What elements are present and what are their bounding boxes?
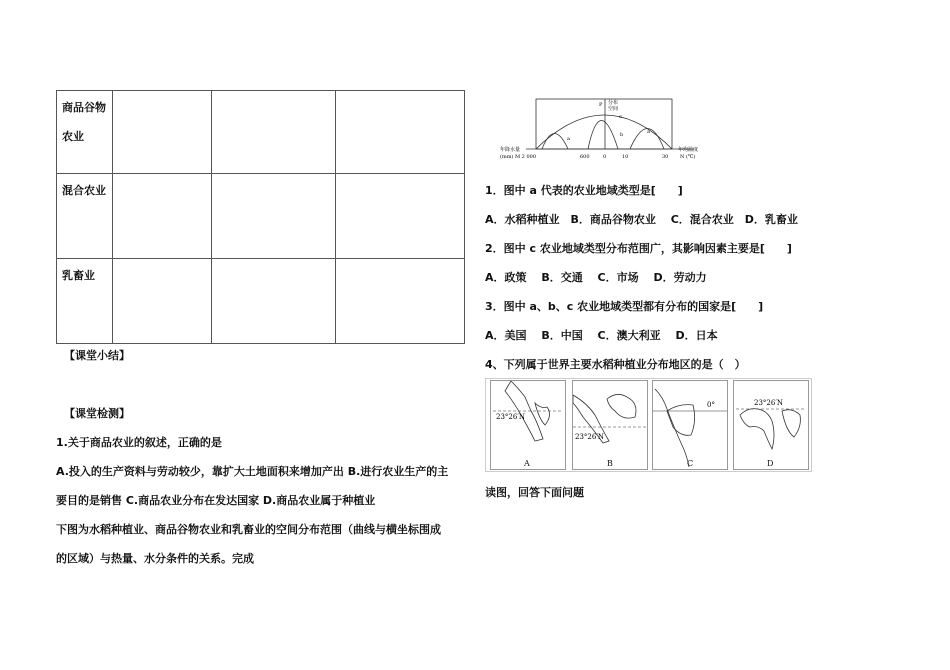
curve-c-label: c — [619, 114, 622, 120]
table-cell — [212, 91, 336, 174]
diagram-frame — [536, 99, 672, 149]
row-label-dairy: 乳畜业 — [57, 259, 113, 344]
table-cell — [336, 91, 465, 174]
right-question-3: 3．图中 a、b、c 农业地域类型都有分布的国家是[ ] — [485, 300, 764, 313]
curve-a — [542, 134, 568, 150]
table-cell — [113, 91, 212, 174]
row-label-mixed-farming: 混合农业 — [57, 174, 113, 259]
map-option-d[interactable] — [733, 380, 809, 470]
tick-label: 0 — [603, 154, 607, 160]
coastline-outline — [535, 403, 550, 425]
question-1-options-cont: 要目的是销售 C.商品农业分布在发达国家 D.商品农业属于种植业 — [56, 494, 376, 507]
table-row — [57, 259, 465, 344]
map-option-c[interactable] — [652, 380, 728, 470]
row-label-commercial-grain — [57, 91, 113, 174]
diagram-intro: 下图为水稻种植业、商品谷物农业和乳畜业的空间分布范围（曲线与横坐标围成 — [56, 523, 441, 536]
right-axis-label: N (℃) — [680, 154, 696, 160]
map-c-label: C — [687, 459, 694, 468]
map-a-label: A — [524, 459, 530, 468]
map-b-label: B — [607, 459, 613, 468]
table-cell — [212, 259, 336, 344]
tick-label: 30 — [662, 154, 669, 160]
tick-label: 600 — [580, 154, 590, 160]
latitude-label: 23°26′N — [575, 433, 605, 441]
question-1: 1.关于商品农业的叙述，正确的是 — [56, 436, 222, 449]
right-question-3-options: A．美国 B．中国 C．澳大利亚 D．日本 — [485, 329, 718, 342]
curve-c — [536, 115, 672, 149]
right-axis-label: 年均温度 — [678, 147, 699, 153]
left-axis-label: (mm) M 2 000 — [500, 154, 536, 160]
y-axis-label-p: P — [599, 102, 603, 108]
table-row — [57, 174, 465, 259]
test-heading: 【课堂检测】 — [64, 407, 130, 420]
summary-heading: 【课堂小结】 — [64, 349, 130, 362]
table-cell — [113, 174, 212, 259]
curve-label: a — [647, 129, 650, 135]
row-label-line: 农业 — [62, 130, 84, 143]
tick-label: 10 — [622, 154, 629, 160]
table-cell — [113, 259, 212, 344]
latitude-label: 23°26′N — [754, 399, 784, 407]
distribution-diagram — [496, 96, 716, 164]
latitude-label: 0° — [707, 401, 715, 409]
curve-b — [588, 121, 618, 150]
latitude-label: 23°26′N — [496, 413, 526, 421]
right-question-1: 1．图中 a 代表的农业地域类型是[ ] — [485, 184, 683, 197]
farming-type-table — [56, 90, 465, 344]
coastline-outline — [607, 394, 636, 418]
table-cell — [212, 174, 336, 259]
coastline-outline — [740, 409, 774, 449]
y-axis-label: 分布 — [608, 100, 619, 106]
read-map-instruction: 读图，回答下面问题 — [485, 486, 584, 499]
map-option-a[interactable] — [490, 380, 566, 470]
right-question-2: 2．图中 c 农业地域类型分布范围广，其影响因素主要是[ ] — [485, 242, 792, 255]
coastline-outline — [655, 389, 689, 467]
curve-a-label: a — [567, 136, 570, 142]
map-option-b[interactable] — [572, 380, 648, 470]
diagram-intro-cont: 的区域）与热量、水分条件的关系。完成 — [56, 552, 254, 565]
table-cell — [336, 174, 465, 259]
right-question-1-options: A．水稻种植业 B．商品谷物农业 C．混合农业 D．乳畜业 — [485, 213, 798, 226]
table-cell — [336, 259, 465, 344]
curve-b-label: b — [620, 132, 624, 138]
right-question-4: 4、下列属于世界主要水稻种植业分布地区的是（ ） — [485, 358, 746, 371]
question-1-options: A.投入的生产资料与劳动较少，靠扩大土地面积来增加产出 B.进行农业生产的主 — [56, 465, 449, 478]
y-axis-label: 空间 — [608, 106, 619, 112]
row-label-line: 商品谷物 — [62, 101, 106, 114]
left-axis-label: 年降水量 — [500, 147, 521, 153]
map-d-label: D — [767, 459, 774, 468]
table-row — [57, 91, 465, 174]
coastline-outline — [782, 410, 800, 437]
right-question-2-options: A．政策 B．交通 C．市场 D．劳动力 — [485, 271, 707, 284]
